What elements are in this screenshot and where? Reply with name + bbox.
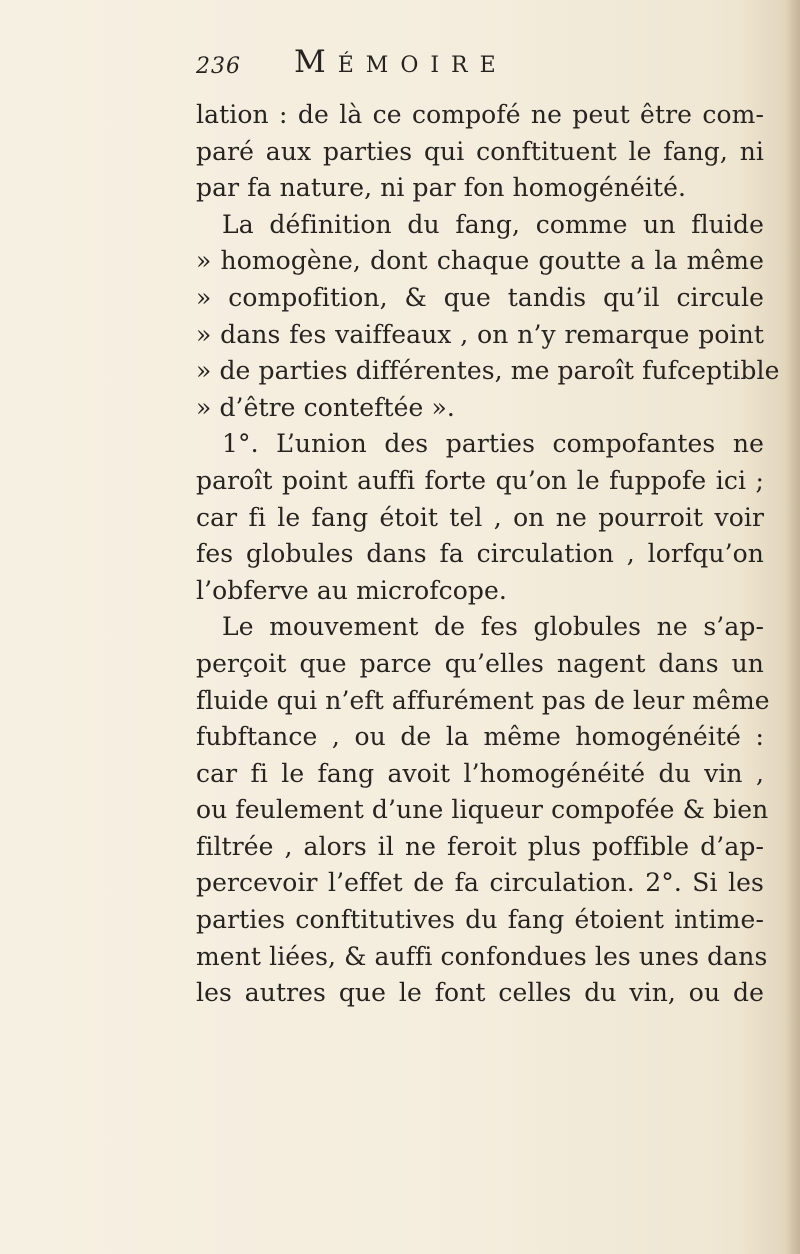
paragraph-start-line: La définition du fang, comme un fluide	[222, 209, 764, 239]
text-line: percevoir l’effet de fa circulation. 2°. Si les	[196, 868, 764, 898]
text-line: par fa nature, ni par fon homogénéité.	[196, 173, 687, 203]
text-line: les autres que le font celles du vin, ou de	[196, 978, 764, 1008]
paragraph-start-line: Le mouvement de fes globules ne s’ap-	[222, 612, 764, 642]
text-line: parties conftitutives du fang étoient intime-	[196, 905, 764, 935]
running-head	[196, 44, 616, 84]
text-line: ou feulement d’une liqueur compofée & bien	[196, 795, 769, 825]
text-line: » d’être conteftée ».	[196, 392, 455, 422]
text-line: fubftance , ou de la même homogénéité :	[196, 722, 764, 752]
text-line: lation : de là ce compofé ne peut être com-	[196, 100, 764, 129]
text-line: car fi le fang étoit tel , on ne pourroit voir	[196, 502, 764, 532]
text-line: paroît point auffi forte qu’on le fuppofe ici ;	[196, 465, 764, 495]
text-line: paré aux parties qui conftituent le fang, ni	[196, 136, 764, 166]
text-line: perçoit que parce qu’elles nagent dans un	[196, 648, 764, 678]
text-line: » homogène, dont chaque goutte a la même	[196, 246, 764, 276]
running-title: Mémoire	[294, 44, 508, 80]
text-line: l’obferve au microfcope.	[196, 575, 507, 605]
body-text	[196, 97, 780, 1012]
text-line: » de parties différentes, me paroît fufceptible	[196, 356, 780, 386]
text-line: » dans fes vaiffeaux , on n’y remarque point	[196, 319, 764, 349]
text-line: » compofition, & que tandis qu’il circule	[196, 282, 764, 312]
text-line: ment liées, & auffi confondues les unes dans	[196, 941, 768, 971]
page-number: 236	[196, 54, 241, 79]
page-edge-shadow	[786, 0, 800, 1254]
text-line: fluide qui n’eft affurément pas de leur même	[196, 685, 770, 715]
text-line: car fi le fang avoit l’homogénéité du vin ,	[196, 758, 764, 788]
text-line: fes globules dans fa circulation , lorfqu’on	[196, 539, 764, 569]
text-line: filtrée , alors il ne feroit plus poffible d’ap-	[196, 831, 764, 861]
paragraph-start-line: 1°. L’union des parties compofantes ne	[222, 429, 764, 459]
